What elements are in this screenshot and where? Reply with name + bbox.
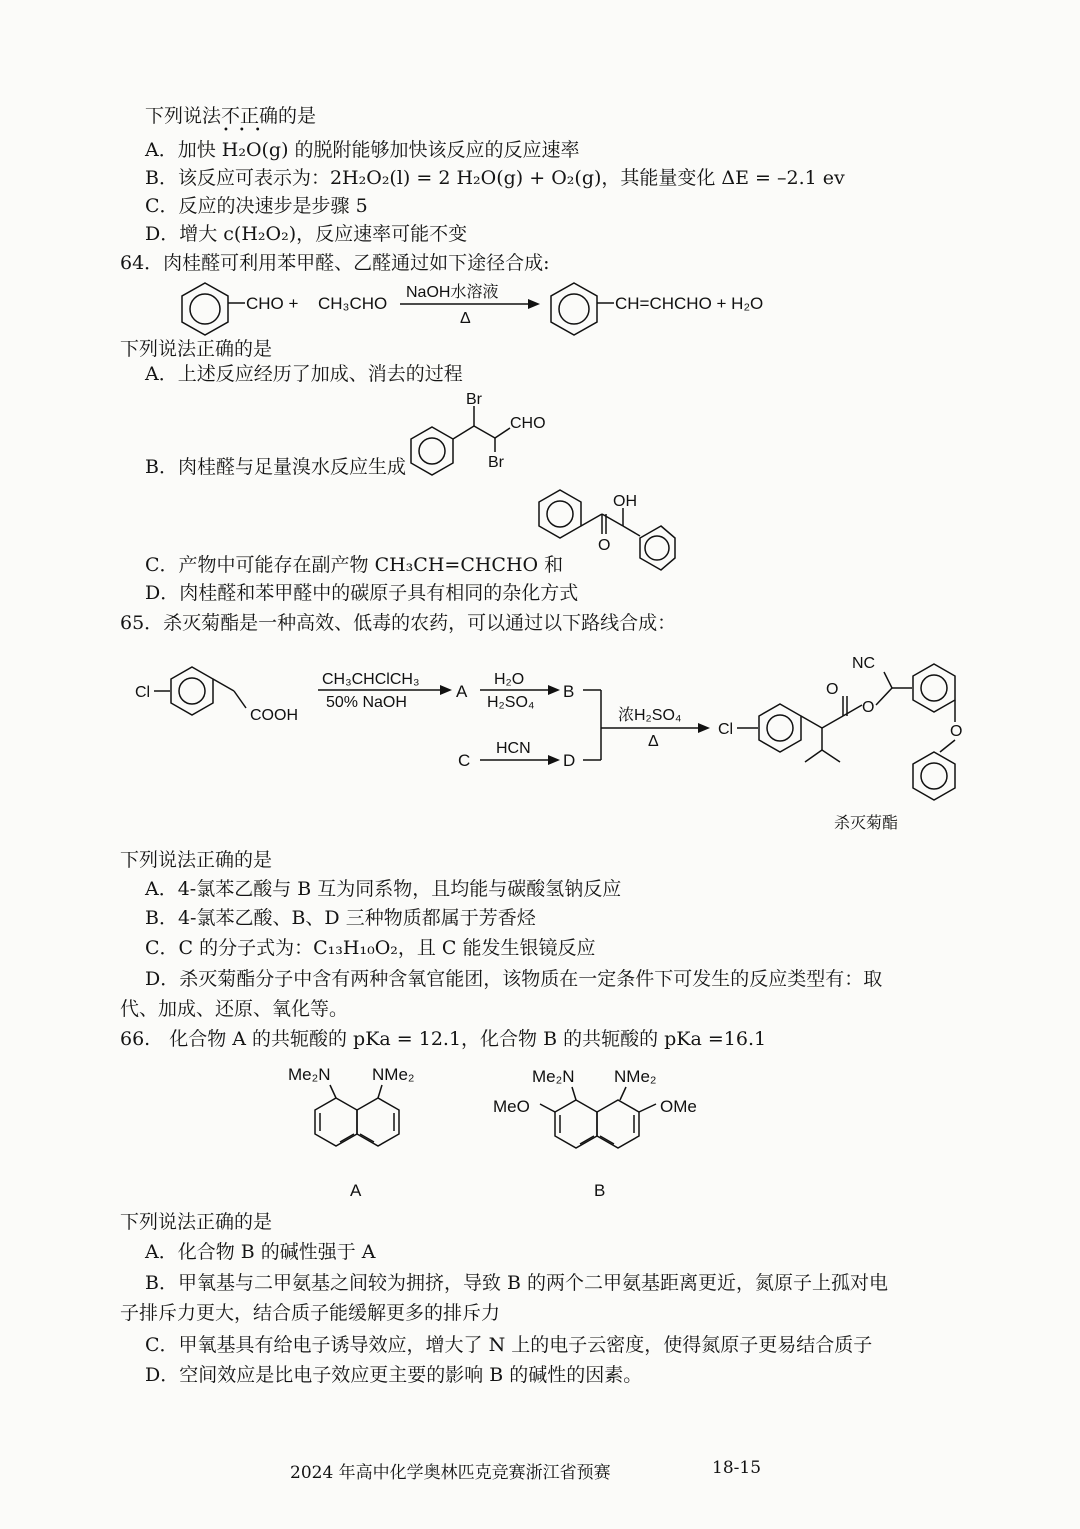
reagent4-bottom: Δ	[648, 733, 659, 750]
q63-option-c: C．反应的决速步是步骤 5	[145, 195, 368, 217]
product-name: 杀灭菊酯	[834, 815, 899, 832]
q64-stem: 下列说法正确的是	[120, 338, 273, 360]
cl-start-label: Cl	[135, 684, 151, 701]
label-B: B	[563, 682, 575, 701]
q63-stem: 下列说法不正确的是	[145, 105, 317, 127]
b-ome-right: OMe	[660, 1097, 697, 1116]
q64-option-a: A．上述反应经历了加成、消去的过程	[145, 363, 463, 385]
o-carbonyl-label: O	[826, 681, 839, 698]
q65-stem: 下列说法正确的是	[120, 849, 273, 871]
label-D: D	[563, 751, 576, 770]
q64-eq-right: CH=CHCHO + H₂O	[615, 294, 764, 313]
a-right-nme2: NMe₂	[372, 1065, 415, 1084]
q66-option-b-line2: 子排斥力更大，结合质子能缓解更多的排斥力	[120, 1302, 501, 1324]
reagent1-top: CH₃CHClCH₃	[322, 671, 420, 688]
q66-option-b-line1: B．甲氧基与二甲氨基之间较为拥挤，导致 B 的两个二甲氨基距离更近，氮原子上孤对电	[145, 1272, 889, 1294]
b-left-nme2: Me₂N	[532, 1067, 575, 1086]
q65-title: 65．杀灭菊酯是一种高效、低毒的农药，可以通过以下路线合成：	[120, 612, 677, 634]
q64-cond-bottom: Δ	[460, 310, 471, 327]
a-left-nme2: Me₂N	[288, 1065, 331, 1084]
br-label-top: Br	[466, 391, 482, 408]
b-label: B	[594, 1181, 606, 1200]
q65-option-d-line1: D．杀灭菊酯分子中含有两种含氧官能团，该物质在一定条件下可发生的反应类型有：取	[145, 968, 883, 990]
b-ome-left: MeO	[493, 1097, 530, 1116]
q66-option-d: D．空间效应是比电子效应更主要的影响 B 的碱性的因素。	[145, 1364, 643, 1386]
q64-cond-top: NaOH水溶液	[406, 284, 499, 301]
label-C: C	[458, 751, 471, 770]
label-A: A	[456, 682, 468, 701]
q64-eq-left2: CH₃CHO	[318, 294, 388, 313]
reagent1-bottom: 50% NaOH	[326, 694, 407, 711]
q66-title: 66. 化合物 A 的共轭酸的 pKa = 12.1，化合物 B 的共轭酸的 pKa =16.1	[120, 1028, 767, 1050]
q64-eq-left1: CHO +	[246, 294, 299, 313]
q65-option-b: B．4-氯苯乙酸、B、D 三种物质都属于芳香烃	[145, 907, 536, 929]
o-label: O	[598, 537, 611, 554]
q66-option-c: C．甲氧基具有给电子诱导效应，增大了 N 上的电子云密度，使得氮原子更易结合质子	[145, 1334, 873, 1356]
nc-label: NC	[852, 655, 876, 672]
q65-option-c: C．C 的分子式为：C₁₃H₁₀O₂，且 C 能发生银镜反应	[145, 937, 596, 959]
q64-option-d: D．肉桂醛和苯甲醛中的碳原子具有相同的杂化方式	[145, 582, 579, 604]
q64-option-b: B．肉桂醛与足量溴水反应生成	[145, 456, 406, 478]
cho-label: CHO	[510, 415, 546, 432]
reagent2-top: H₂O	[494, 671, 525, 688]
o-ester-label: O	[862, 699, 875, 716]
q65-option-d-line2: 代、加成、还原、氧化等。	[120, 998, 349, 1020]
q63-option-b: B．该反应可表示为：2H₂O₂(l) = 2 H₂O(g) + O₂(g)，其能量变化 ΔE = –2.1 ev	[145, 167, 845, 189]
oh-label: OH	[613, 493, 637, 510]
footer-page-number: 18-15	[712, 1458, 762, 1478]
a-label: A	[350, 1181, 362, 1200]
q66-stem: 下列说法正确的是	[120, 1211, 273, 1233]
reagent3: HCN	[496, 740, 531, 757]
q63-option-a: A．加快 H₂O(g) 的脱附能够加快该反应的反应速率	[145, 139, 580, 161]
b-right-nme2: NMe₂	[614, 1067, 657, 1086]
emphasis-dots: • • •	[223, 125, 261, 136]
q64-option-c: C．产物中可能存在副产物 CH₃CH=CHCHO 和	[145, 554, 564, 576]
q65-option-a: A．4-氯苯乙酸与 B 互为同系物，且均能与碳酸氢钠反应	[145, 878, 622, 900]
q64-title: 64．肉桂醛可利用苯甲醛、乙醛通过如下途径合成:	[120, 252, 550, 274]
o-ether-label: O	[950, 723, 963, 740]
br-label-bottom: Br	[488, 454, 504, 471]
cooh-label: COOH	[250, 707, 298, 724]
q66-option-a: A．化合物 B 的碱性强于 A	[145, 1241, 376, 1263]
footer-title: 2024 年高中化学奥林匹克竞赛浙江省预赛	[290, 1463, 611, 1483]
reagent2-bottom: H₂SO₄	[487, 694, 535, 711]
q63-option-d: D．增大 c(H₂O₂)，反应速率可能不变	[145, 223, 468, 245]
cl-product-label: Cl	[718, 721, 734, 738]
reagent4-top: 浓H₂SO₄	[618, 707, 682, 724]
